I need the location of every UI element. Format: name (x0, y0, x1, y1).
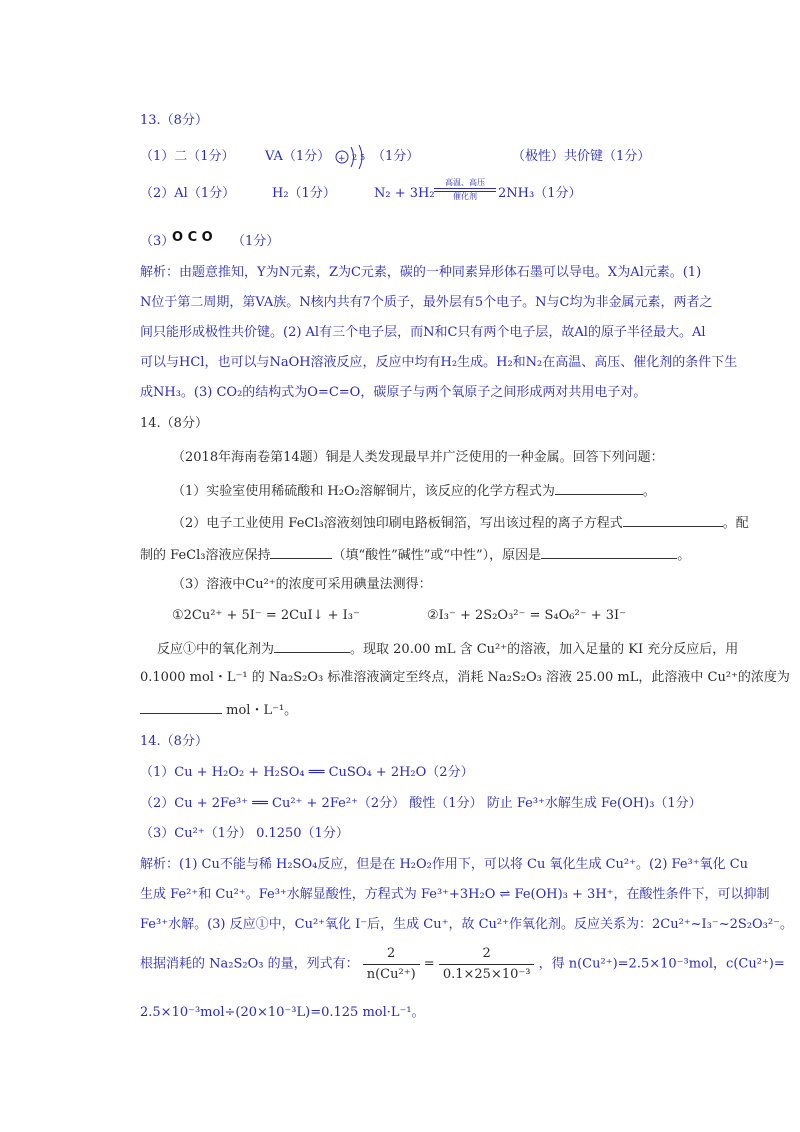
fraction-2 (439, 944, 535, 985)
q14-part2-cont (140, 544, 690, 566)
q14-part2-reason: （填“酸性”碱性”或“中性”），原因是 (332, 548, 542, 563)
calc-suffix: ，得 n(Cu²⁺)=2.5×10⁻³mol，c(Cu²⁺)= (538, 956, 785, 972)
period: 。 (642, 484, 656, 499)
q13-analysis-line: N位于第二周期，第VA族。N核内共有7个质子，最外层有5个电子。N与C均为非金属元素，两者之 (140, 295, 713, 310)
answer-blank (274, 638, 350, 653)
fraction-1 (363, 944, 420, 985)
co2-structure: O C O (172, 230, 213, 245)
svg-text:5: 5 (360, 153, 366, 162)
q14-part1-text: （1）实验室使用稀硫酸和 H₂O₂溶解铜片，该反应的化学方程式为 (172, 484, 555, 499)
a14-calc-line (140, 944, 785, 985)
q13-ans3-score: （1分） (232, 234, 280, 249)
q14-part6 (140, 699, 297, 721)
unit-text: mol・L⁻¹。 (226, 703, 298, 718)
a14-header: 14.（8分） (140, 734, 208, 749)
svg-text:+: + (338, 154, 346, 164)
q14-header: 14.（8分） (140, 416, 208, 431)
a14-analysis-line: Fe³⁺水解。(3) 反应①中，Cu²⁺氧化 I⁻后，生成 Cu⁺，故 Cu²⁺作氧化剂。反应关系为：2Cu²⁺~I₃⁻~2S₂O₃²⁻。 (140, 917, 793, 932)
atom-structure-diagram (334, 143, 374, 171)
a14-final: 2.5×10⁻³mol÷(20×10⁻³L)=0.125 mol·L⁻¹。 (140, 1005, 425, 1020)
q14-part3: （3）溶液中Cu²⁺的浓度可采用碘量法测得： (172, 577, 432, 592)
q13-ans1-score: （1分） (372, 149, 420, 164)
q14-part2-text: （2）电子工业使用 FeCl₃溶液刻蚀印刷电路板铜箔，写出该过程的离子方程式 (172, 516, 623, 531)
fraction-2-denominator: 0.1×25×10⁻³ (442, 967, 531, 982)
fraction-2-numerator: 2 (439, 944, 535, 965)
q13-analysis-line: 成NH₃。(3) CO₂的结构式为O=C=O，碳原子与两个氧原子之间形成两对共用电子对。 (140, 385, 647, 400)
period: 。 (677, 548, 691, 563)
q13-header: 13.（8分） (140, 113, 208, 128)
a14-line2: （2）Cu + 2Fe³⁺ ══ Cu²⁺ + 2Fe²⁺（2分） 酸性（1分） 防止 Fe³⁺水解生成 Fe(OH)₃（1分） (140, 796, 702, 811)
q14-part4 (157, 638, 738, 660)
q13-ans1-bond: （极性）共价键（1分） (512, 149, 651, 164)
a14-line3: （3）Cu²⁺（1分） 0.1250（1分） (140, 826, 349, 841)
q14-part4-text: 反应①中的氧化剂为 (157, 642, 275, 657)
q14-part4-cont: 。现取 20.00 mL 含 Cu²⁺的溶液，加入足量的 KI 充分反应后，用 (350, 642, 739, 657)
reaction-condition-bottom: 催化剂 (453, 192, 477, 201)
a14-analysis-line: 生成 Fe²⁺和 Cu²⁺。Fe³⁺水解显酸性，方程式为 Fe³⁺+3H₂O ⇌ Fe(OH)₃ + 3H⁺，在酸性条件下，可以抑制 (140, 887, 770, 902)
q13-ans1: （1）二（1分） (140, 149, 235, 164)
answer-blank (623, 512, 723, 527)
q13-analysis-line: 解析：由题意推知，Y为N元素，Z为C元素，碳的一种同素异形体石墨可以导电。X为Al元素。(1) (140, 265, 702, 280)
q13-analysis-line: 可以与HCl，也可以与NaOH溶液反应，反应中均有H₂生成。H₂和N₂在高温、高压、催化剂的条件下生 (140, 355, 738, 370)
q13-ans2-h2: H₂（1分） (272, 186, 336, 201)
q14-eq2: ②I₃⁻ + 2S₂O₃²⁻ = S₄O₆²⁻ + 3I⁻ (427, 608, 626, 623)
q14-part2-cont-text: 制的 FeCl₃溶液应保持 (140, 548, 271, 563)
answer-blank (555, 480, 643, 495)
a14-line1: （1）Cu + H₂O₂ + H₂SO₄ ══ CuSO₄ + 2H₂O（2分） (140, 765, 474, 780)
q14-intro: （2018年海南卷第14题）铜是人类发现最早并广泛使用的一种金属。回答下列问题： (172, 450, 664, 465)
q13-eq-right: 2NH₃（1分） (498, 186, 582, 201)
q13-analysis-line: 间只能形成极性共价键。(2) Al有三个电子层，而N和C只有两个电子层，故Al的原子半径最大。Al (140, 325, 706, 340)
equals-sign: = (423, 956, 435, 972)
q14-eq1: ①2Cu²⁺ + 5I⁻ = 2CuI↓ + I₃⁻ (172, 608, 360, 623)
reaction-condition-top: 高温、高压 (445, 178, 485, 187)
q14-part2 (172, 512, 749, 534)
q13-ans3: （3） (140, 234, 175, 249)
fraction-1-numerator: 2 (363, 944, 420, 965)
a14-analysis-line: 解析：(1) Cu不能与稀 H₂SO₄反应，但是在 H₂O₂作用下，可以将 Cu 氧化生成 Cu²⁺。(2) Fe³⁺氧化 Cu (140, 857, 749, 872)
fraction-1-denominator: n(Cu²⁺) (366, 967, 416, 982)
answer-blank (270, 544, 332, 559)
answer-blank (541, 544, 677, 559)
q14-part1 (172, 480, 656, 502)
svg-text:2: 2 (352, 153, 358, 162)
reaction-arrow (434, 178, 496, 202)
q13-ans2: （2）Al（1分） (140, 186, 236, 201)
q14-part2-end: 。配 (722, 516, 749, 531)
q13-ans1-group: VA（1分） (265, 149, 331, 164)
q14-part5: 0.1000 mol・L⁻¹ 的 Na₂S₂O₃ 标准溶液滴定至终点，消耗 Na₂S₂O₃ 溶液 25.00 mL，此溶液中 Cu²⁺的浓度为 (140, 670, 790, 685)
answer-blank (140, 699, 222, 714)
calc-prefix: 根据消耗的 Na₂S₂O₃ 的量，列式有： (140, 956, 359, 972)
q13-eq-left: N₂ + 3H₂ (374, 186, 435, 201)
